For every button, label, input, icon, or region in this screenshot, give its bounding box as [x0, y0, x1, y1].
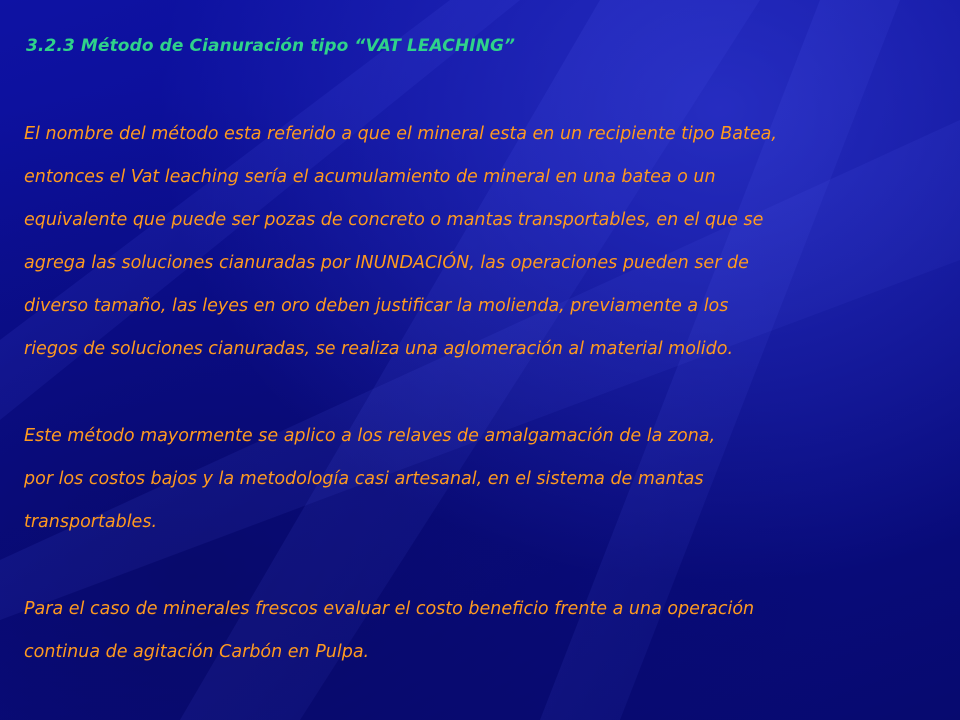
paragraph-line: riegos de soluciones cianuradas, se realiza una aglomeración al material molido.	[24, 339, 734, 359]
paragraph-line: Este método mayormente se aplico a los relaves de amalgamación de la zona,	[24, 426, 716, 446]
paragraph-line: diverso tamaño, las leyes en oro deben justificar la molienda, previamente a los	[24, 296, 729, 316]
paragraph-recommendation	[24, 588, 754, 674]
slide-title: 3.2.3 Método de Cianuración tipo “VAT LEACHING”	[26, 36, 516, 56]
paragraph-line: continua de agitación Carbón en Pulpa.	[24, 642, 370, 662]
paragraph-line: agrega las soluciones cianuradas por INUNDACIÓN, las operaciones pueden ser de	[24, 253, 749, 273]
paragraph-line: equivalente que puede ser pozas de concreto o mantas transportables, en el que se	[24, 210, 764, 230]
paragraph-line: transportables.	[24, 512, 158, 532]
paragraph-line: por los costos bajos y la metodología casi artesanal, en el sistema de mantas	[24, 469, 704, 489]
paragraph-line: entonces el Vat leaching sería el acumulamiento de mineral en una batea o un	[24, 167, 716, 187]
paragraph-description	[24, 113, 777, 371]
paragraph-line: Para el caso de minerales frescos evaluar el costo beneficio frente a una operación	[24, 599, 755, 619]
paragraph-line: El nombre del método esta referido a que el mineral esta en un recipiente tipo Batea,	[24, 124, 777, 144]
paragraph-application	[24, 415, 715, 544]
